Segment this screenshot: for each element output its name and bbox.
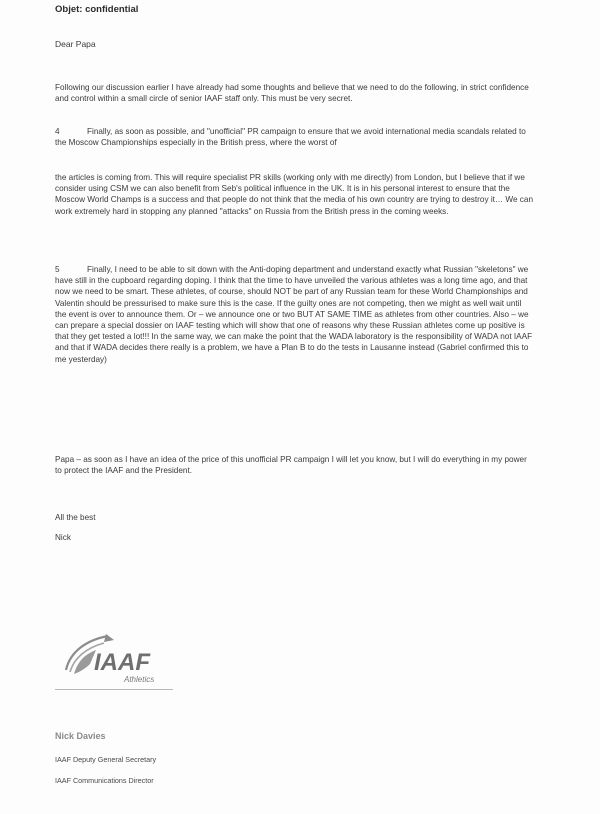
logo-divider xyxy=(55,689,173,690)
salutation: Dear Papa xyxy=(55,39,96,49)
logo-runner-shape xyxy=(74,650,96,674)
signature-name: Nick Davies xyxy=(55,731,106,741)
item-4-text: Finally, as soon as possible, and "unofficial" PR campaign to ensure that we avoid international media scandals related to the Moscow Championships especially in the British press, where the worst of xyxy=(55,127,526,148)
iaaf-logo xyxy=(60,630,180,686)
item-5-paragraph xyxy=(55,264,533,365)
item-4-first-part xyxy=(55,126,533,148)
item-5-number: 5 xyxy=(55,265,60,274)
intro-paragraph: Following our discussion earlier I have already had some thoughts and believe that we need to do the following, in strict confidence and control within a small circle of senior IAAF staff only. This must be very secret. xyxy=(55,83,529,104)
signature-title-2: IAAF Communications Director xyxy=(55,776,154,785)
item-4-second-part: the articles is coming from. This will require specialist PR skills (working only with me directly) from London, but I believe that if we consider using CSM we can also benefit from Seb's political influence in the UK. It is in his personal interest to ensure that the Moscow World Champs is a success and that people do not think that the media of his own country are trying to destroy it… We can work extremely hard in stopping any planned "attacks" on Russia from the British press in the coming weeks. xyxy=(55,173,533,216)
sign-off: All the best xyxy=(55,513,96,522)
logo-arrow xyxy=(104,634,114,642)
sender-first-name: Nick xyxy=(55,533,71,542)
signature-title-1: IAAF Deputy General Secretary xyxy=(55,755,157,764)
closing-paragraph: Papa – as soon as I have an idea of the price of this unofficial PR campaign I will let you know, but I will do everything in my power to protect the IAAF and the President. xyxy=(55,455,527,476)
item-5-text: Finally, I need to be able to sit down with the Anti-doping department and understand exactly what Russian "skeletons" we have still in the cupboard regarding doping. I think that the time to have unveiled the various athletes was a long time ago, and that now we need to be smart. These athletes, of course, should NOT be part of any Russian team for these World Championships and Valentin should be pressurised to make sure this is the case. If the guilty ones are not competing, then we might as well wait until the event is over to announce them. Or – we announce one or two BUT AT SAME TIME as athletes from other countries. Also – we can prepare a special dossier on IAAF testing which will show that one of reasons why these Russian athletes come up positive is that they get tested a lot!!! In the same way, we can make the point that the WADA laboratory is the responsibility of WADA not IAAF and that if WADA decides there really is a problem, we have a Plan B to do the tests in Lausanne instead (Gabriel confirmed this to me yesterday) xyxy=(55,265,533,364)
item-4-number: 4 xyxy=(55,127,60,136)
logo-brand-text: IAAF xyxy=(94,649,150,676)
letter-subject: Objet: confidential xyxy=(55,4,139,15)
logo-tagline-text: Athletics xyxy=(124,675,155,684)
